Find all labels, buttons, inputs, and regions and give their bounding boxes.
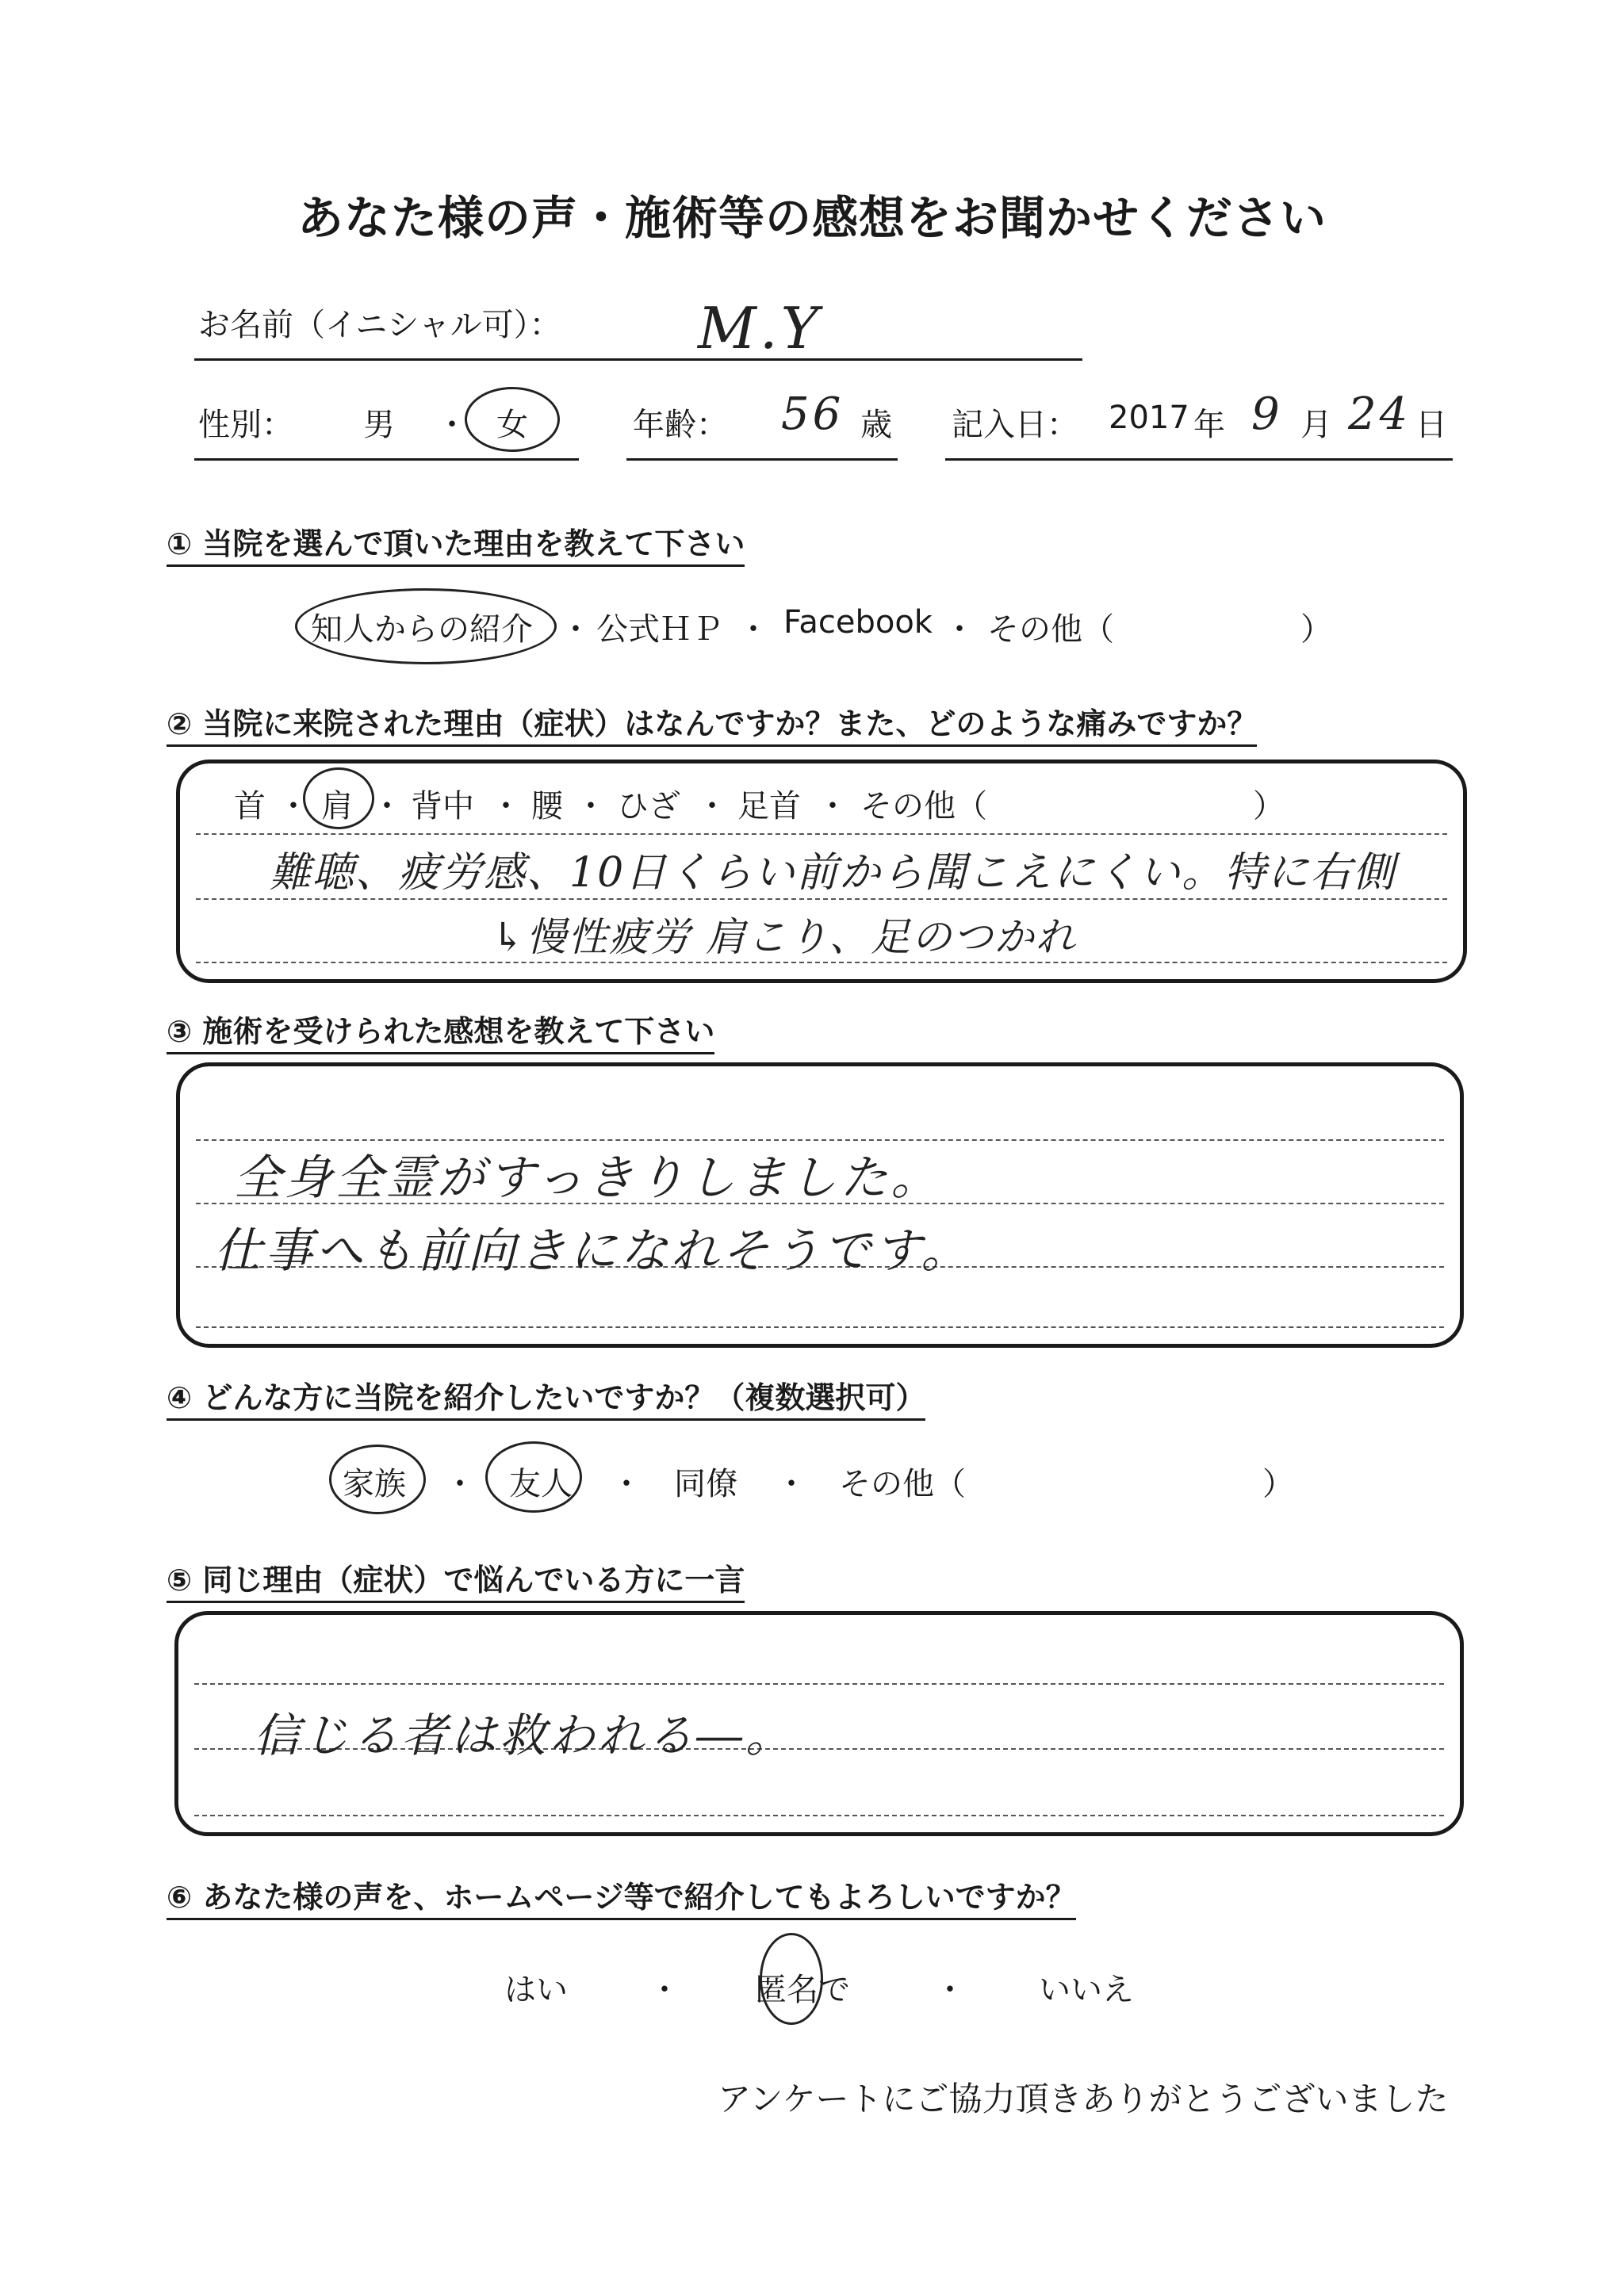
q4-option-family[interactable]: 家族: [343, 1466, 406, 1502]
q6-heading: ⑥ あなた様の声を、ホームページ等で紹介してもよろしいですか？: [167, 1873, 1076, 1916]
q4-option-colleague[interactable]: 同僚: [674, 1466, 737, 1502]
q4-option-other[interactable]: その他（: [839, 1466, 966, 1502]
q3-answer-line1: 全身全霊がすっきりしました。: [234, 1150, 942, 1206]
name-underline: [194, 358, 1082, 361]
date-month-unit: 月: [1300, 407, 1332, 443]
age-unit: 歳: [860, 407, 892, 443]
separator-dot: ・: [776, 1466, 807, 1502]
q2-selection-circle: [303, 767, 374, 829]
name-label: お名前（イニシャル可）：: [198, 307, 561, 343]
q1-heading: ① 当院を選んで頂いた理由を教えて下さい: [167, 519, 745, 563]
q4-heading: ④ どんな方に当院を紹介したいですか？（複数選択可）: [167, 1373, 925, 1417]
q6-option-yes[interactable]: はい: [504, 1972, 568, 2008]
q4-selection-circle-family: [329, 1445, 426, 1514]
q1-option-website[interactable]: 公式ＨＰ: [596, 611, 723, 648]
q3-heading: ③ 施術を受けられた感想を教えて下さい: [167, 1007, 714, 1050]
thank-you-footer: アンケートにご協力頂きありがとうございました: [718, 2080, 1449, 2118]
separator-dot: ・: [737, 611, 769, 648]
q2-heading: ② 当院に来院された理由（症状）はなんですか？また、どのような痛みですか？: [167, 699, 1257, 743]
age-label: 年齢：: [633, 407, 728, 443]
date-day-value[interactable]: 24: [1348, 388, 1411, 440]
q4-close-paren: ）: [1262, 1466, 1294, 1502]
q5-heading: ⑤ 同じ理由（症状）で悩んでいる方に一言: [167, 1556, 745, 1599]
name-value[interactable]: M.Y: [698, 295, 822, 362]
date-year: 2017: [1109, 400, 1189, 436]
q2-option-neck[interactable]: 首: [234, 788, 266, 825]
gender-female[interactable]: 女: [496, 407, 528, 443]
q6-selection-circle: [760, 1933, 823, 2025]
separator-dot: ・: [560, 611, 592, 648]
q2-answer-line2: ↳慢性疲労 肩こり、足のつかれ: [492, 914, 1077, 960]
q2-option-lower-back[interactable]: 腰: [531, 788, 563, 825]
separator-dot: ・: [611, 1466, 642, 1502]
date-label: 記入日：: [952, 407, 1078, 443]
q1-option-facebook[interactable]: Facebook: [783, 604, 933, 641]
q2-option-back[interactable]: 背中: [411, 788, 474, 825]
separator-dot: ・: [944, 611, 975, 648]
separator-dot: ・: [490, 788, 522, 825]
q4-selection-circle-friend: [485, 1441, 582, 1513]
q2-answer-line1: 難聴、疲労感、10日くらい前から聞こえにくい。特に右側: [270, 849, 1396, 897]
q1-selection-circle: [295, 588, 557, 664]
q2-option-other[interactable]: その他（: [860, 788, 987, 825]
page-title: あなた様の声・施術等の感想をお聞かせください: [297, 191, 1327, 245]
date-underline: [945, 458, 1453, 461]
separator-dot: ・: [696, 788, 728, 825]
separator-dot: ・: [278, 788, 309, 825]
q5-answer-line1: 信じる者は救われる―。: [254, 1709, 795, 1762]
separator-dot: ・: [444, 1466, 476, 1502]
q2-option-ankle[interactable]: 足首: [737, 788, 801, 825]
q6-option-anonymous[interactable]: 匿名で: [755, 1972, 850, 2008]
gender-label: 性別：: [198, 407, 293, 443]
q2-close-paren: ）: [1253, 788, 1285, 825]
q3-answer-line2: 仕事へも前向きになれそうです。: [214, 1223, 972, 1279]
separator-dot: ・: [371, 788, 403, 825]
separator-dot: ・: [817, 788, 848, 825]
q1-close-paren: ）: [1300, 611, 1332, 648]
date-month-value[interactable]: 9: [1251, 388, 1283, 440]
q2-option-knee[interactable]: ひざ: [617, 788, 680, 825]
q6-option-no[interactable]: いいえ: [1039, 1972, 1134, 2008]
separator-dot: ・: [575, 788, 607, 825]
gender-selection-circle: [465, 387, 560, 452]
date-year-unit: 年: [1193, 407, 1225, 443]
gender-male[interactable]: 男: [363, 407, 395, 443]
q2-option-shoulder[interactable]: 肩: [321, 788, 353, 825]
gender-separator: ・: [436, 407, 468, 443]
date-day-unit: 日: [1415, 407, 1447, 443]
age-underline: [626, 458, 898, 461]
gender-underline: [194, 458, 579, 461]
q4-option-friend[interactable]: 友人: [509, 1466, 573, 1502]
separator-dot: ・: [649, 1972, 680, 2008]
separator-dot: ・: [934, 1972, 966, 2008]
q1-option-referral[interactable]: 知人からの紹介: [311, 611, 533, 648]
age-value[interactable]: 56: [781, 388, 845, 440]
q1-option-other[interactable]: その他（: [987, 611, 1114, 648]
